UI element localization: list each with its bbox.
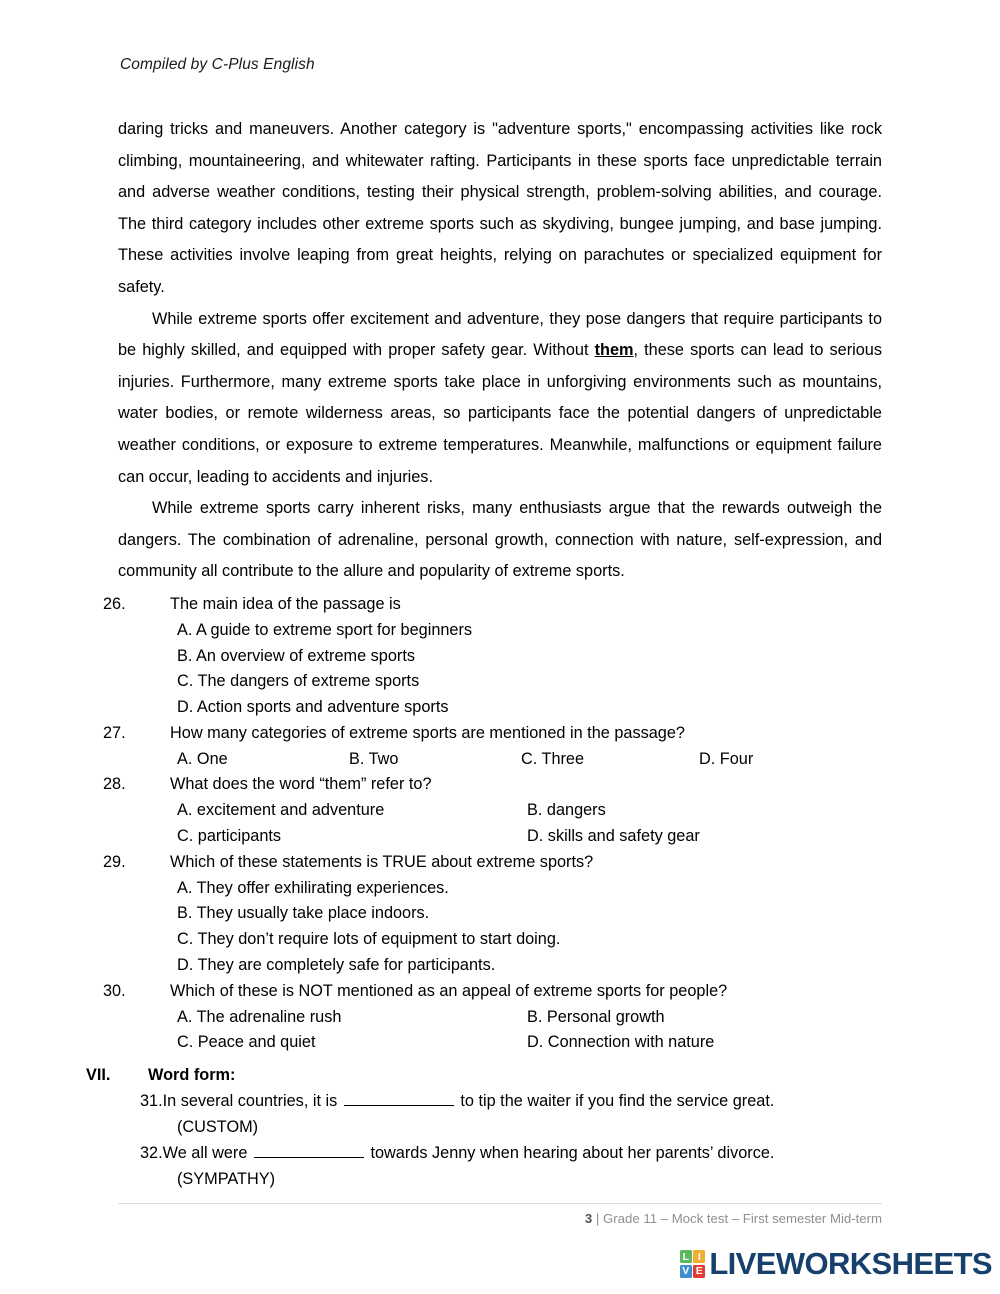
answer-option[interactable]: A. The adrenaline rush [177,1007,342,1026]
option-row [177,927,882,953]
question-number: 27. [103,723,126,742]
answer-option[interactable]: A. A guide to extreme sport for beginners [177,620,473,639]
answer-option[interactable]: D. They are completely safe for participants. [177,956,496,975]
question-stem [103,979,882,1005]
answer-option[interactable]: D. Four [699,749,754,768]
option-row [177,901,882,927]
answer-option[interactable]: A. One [177,749,228,768]
question-number: 29. [103,852,126,871]
answer-option[interactable]: C. Peace and quiet [177,1033,316,1052]
footer-divider [118,1203,882,1204]
answer-option[interactable]: A. They offer exhilirating experiences. [177,878,449,897]
option-row [177,669,882,695]
answer-option[interactable]: B. dangers [527,801,606,820]
passage-paragraph [118,114,882,304]
document-content [86,114,882,1192]
question-text: How many categories of extreme sports are mentioned in the passage? [170,723,685,742]
section-title: Word form: [148,1066,236,1085]
logo-letter-tile: V [680,1265,692,1278]
logo-letter-tile: E [693,1265,705,1278]
option-row [177,644,882,670]
passage-highlight-word: them [594,341,634,360]
word-form-cue: (CUSTOM) [177,1118,259,1137]
word-form-text-after-blank: to tip the waiter if you find the service great. [460,1092,775,1111]
option-row [177,798,882,824]
question-block [103,592,882,721]
question-stem [103,592,882,618]
question-block [103,721,882,773]
question-block [103,850,882,979]
answer-option[interactable]: A. excitement and adventure [177,801,385,820]
questions-list [103,592,882,1056]
question-number: 30. [103,981,126,1000]
question-block [103,979,882,1056]
option-row [177,824,882,850]
liveworksheets-logo [680,1246,992,1282]
passage-paragraph [118,304,882,494]
answer-option[interactable]: C. They don’t require lots of equipment to start doing. [177,930,561,949]
option-row [177,747,882,773]
option-row [177,953,882,979]
section-heading [86,1062,882,1089]
answer-option[interactable]: C. participants [177,827,282,846]
answer-option[interactable]: B. They usually take place indoors. [177,904,430,923]
answer-option[interactable]: D. skills and safety gear [527,827,700,846]
question-text: Which of these is NOT mentioned as an appeal of extreme sports for people? [170,981,728,1000]
passage-text: , these sports can lead to serious injuries. Furthermore, many extreme sports take place in unforgiving environments such as mountains, water bodies, or remote wilderness areas, so participants face the potential dangers of unpredictable weather conditions, or exposure to extreme temperatures. Meanwhile, malfunctions or equipment failure can occur, leading to accidents and injuries. [118,341,882,486]
option-row [177,1030,882,1056]
answer-option[interactable]: B. Two [349,749,399,768]
question-stem [103,772,882,798]
passage-text: While extreme sports offer excitement and adventure, they pose dangers that require participants to be highly skilled, and equipped with proper safety gear. Without [118,309,882,360]
option-row [177,1005,882,1031]
page-header-compiled-by: Compiled by C-Plus English [120,56,315,73]
question-number: 26. [103,594,126,613]
answer-blank[interactable] [254,1142,364,1158]
word-form-number: 32. [140,1143,163,1162]
option-row [177,618,882,644]
question-number: 28. [103,775,126,794]
word-form-item [140,1089,882,1115]
passage-paragraph [118,493,882,588]
liveworksheets-mark-icon [680,1250,706,1278]
answer-option[interactable]: C. Three [521,749,585,768]
question-text: What does the word “them” refer to? [170,775,432,794]
section-numeral: VII. [86,1066,111,1085]
answer-blank[interactable] [344,1090,454,1106]
page-footer [0,1211,882,1226]
answer-option[interactable]: D. Connection with nature [527,1033,715,1052]
answer-option[interactable]: B. Personal growth [527,1007,665,1026]
footer-separator: | [595,1211,600,1226]
question-text: Which of these statements is TRUE about extreme sports? [170,852,594,871]
word-form-item [140,1141,882,1167]
footer-description: Grade 11 – Mock test – First semester Mid-term [603,1211,882,1226]
question-stem [103,721,882,747]
answer-option[interactable]: D. Action sports and adventure sports [177,698,449,717]
word-form-cue: (SYMPATHY) [177,1169,275,1188]
logo-letter-tile: I [693,1250,705,1263]
option-row [177,876,882,902]
question-text: The main idea of the passage is [170,594,401,613]
word-form-text-after-blank: towards Jenny when hearing about her parents’ divorce. [370,1143,775,1162]
word-form-number: 31. [140,1092,163,1111]
word-form-text-before-blank: In several countries, it is [162,1092,338,1111]
word-form-text-before-blank: We all were [162,1143,248,1162]
answer-option[interactable]: B. An overview of extreme sports [177,646,415,665]
footer-page-number: 3 [584,1211,593,1226]
option-row [177,695,882,721]
liveworksheets-wordmark: LIVEWORKSHEETS [709,1246,992,1281]
answer-option[interactable]: C. The dangers of extreme sports [177,672,420,691]
question-block [103,772,882,849]
passage-text: While extreme sports carry inherent risks, many enthusiasts argue that the rewards outweigh the dangers. The combination of adrenaline, personal growth, connection with nature, self-expression, and community all contribute to the allure and popularity of extreme sports. [118,499,882,581]
logo-letter-tile: L [680,1250,692,1263]
reading-passage [118,114,882,588]
passage-text: daring tricks and maneuvers. Another category is "adventure sports," encompassing activities like rock climbing, mountaineering, and whitewater rafting. Participants in these sports face unpredictable terrain and adverse weather conditions, testing their physical strength, problem-solving abilities, and courage. The third category includes other extreme sports such as skydiving, bungee jumping, and base jumping. These activities involve leaping from great heights, relying on parachutes or specialized equipment for safety. [118,120,882,296]
section-word-form [86,1062,882,1192]
question-stem [103,850,882,876]
